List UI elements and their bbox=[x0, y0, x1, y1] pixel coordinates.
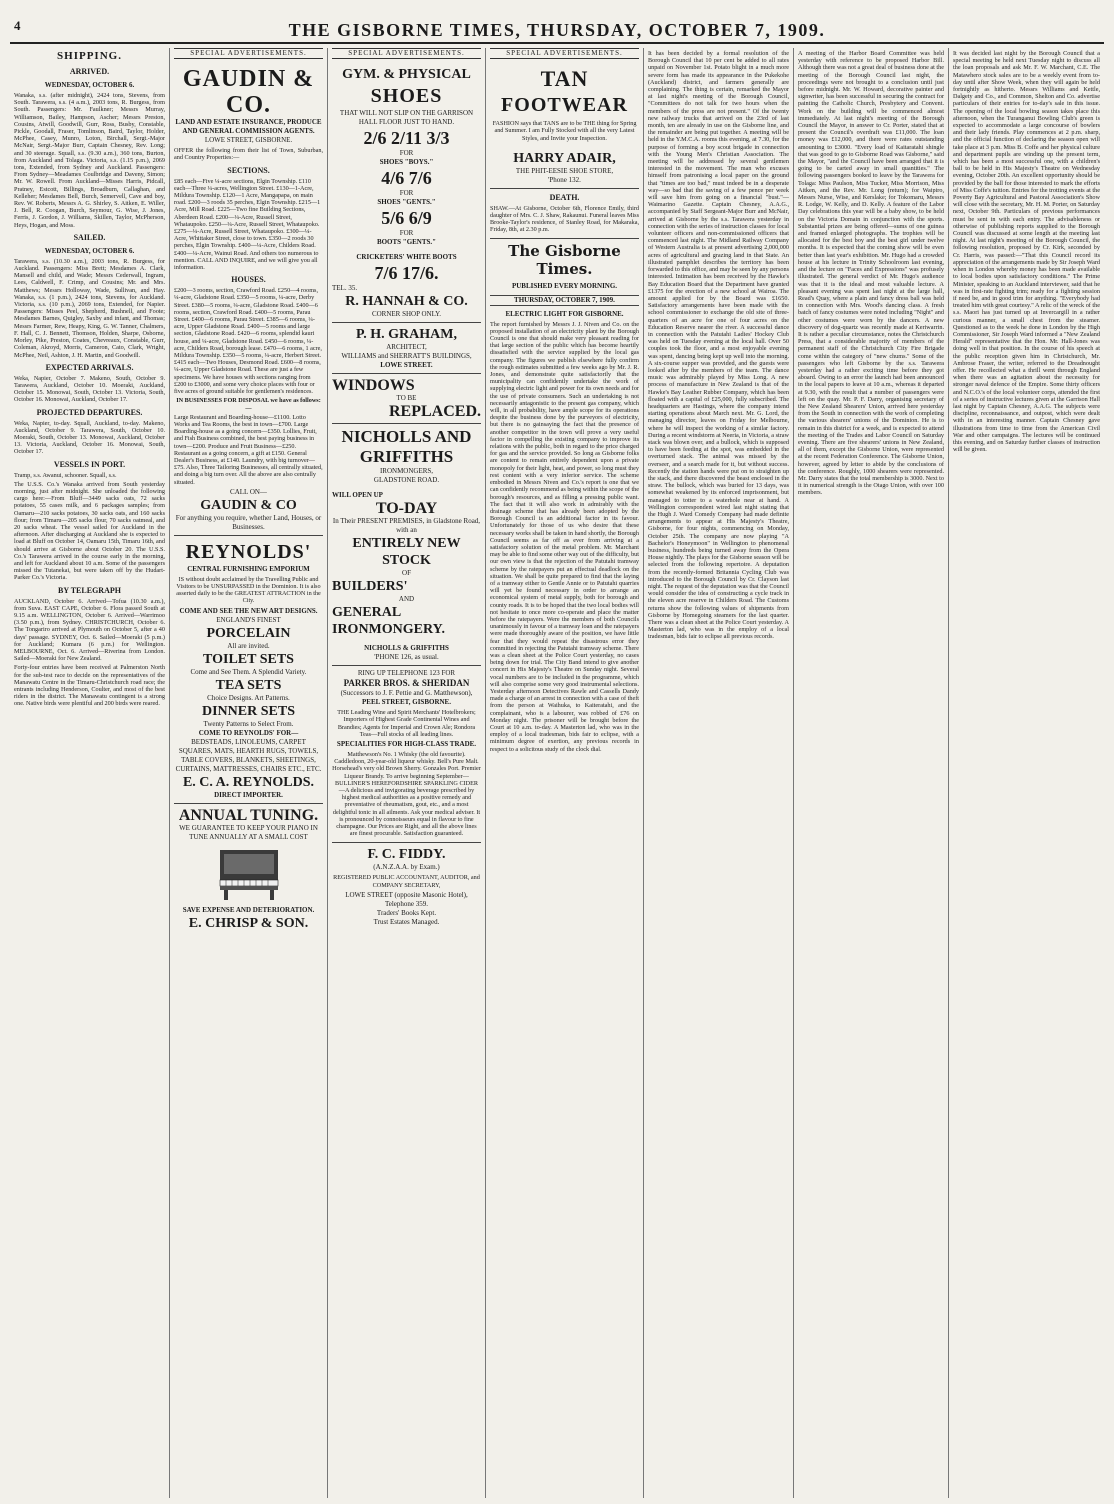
paper-nameplate: The Gisborne Times. bbox=[490, 238, 639, 278]
edition-date: THURSDAY, OCTOBER 7, 1909. bbox=[490, 295, 639, 306]
annual-tuning-title: ANNUAL TUNING. bbox=[178, 806, 319, 824]
graham-street: LOWE STREET. bbox=[380, 361, 433, 370]
hannah-sub: CORNER SHOP ONLY. bbox=[371, 310, 442, 319]
column-ads-1 bbox=[170, 48, 328, 1498]
reynolds-list: BEDSTEADS, LINOLEUMS, CARPET SQUARES, MATS, HEARTH RUGS, TOWELS, TABLE COVERS, BLANKETS, SHEETINGS, CURTAINS, MATTRESSES, CHAIRS ETC., ETC. bbox=[175, 737, 322, 773]
builders: BUILDERS' bbox=[332, 579, 408, 595]
price-3: 5/6 6/9 bbox=[381, 208, 432, 229]
sections-heading: SECTIONS. bbox=[227, 165, 270, 175]
adair-phone: 'Phone 132. bbox=[548, 175, 581, 184]
footwear-title: FOOTWEAR bbox=[501, 94, 628, 117]
today: TO-DAY bbox=[375, 500, 438, 518]
telegraph-heading: BY TELEGRAPH bbox=[58, 585, 121, 595]
for-1: FOR bbox=[399, 149, 414, 158]
annual-tuning-text: WE GUARANTEE TO KEEP YOUR PIANO IN TUNE ANNUALLY AT A SMALL COST bbox=[179, 823, 318, 841]
sections-list: £85 each—Five ¼-acre sections, Elgin Township. £110 each—Three ¼-acres, Wellington Street. £130—1-Acre, Mildura Township. £120—1 Acre, Mangapapa, on main road. £200—3 roods 35 perches, Elgin Township. £215—1 Acre, Mill Road. £225—Two fine Building Sections, Aberdeen Road. £200—¼-Acre, Russell Street, Whataupoko. £250—¼-Acre, Russell Street, Whataupoko. £275—¼-Acre, Russell Street, Whataupoko. £300—¼-Acre, Whittaker Street, close to town. £350—2 roods 30 perches, Elgin Township. £400—¼-Acre, Childers Road. £400—¼-Acre, Wainui Road. And others too numerous to mention. CALL AND INQUIRE, and we will give you all information. bbox=[174, 177, 321, 272]
nicholls-title: NICHOLLS AND GRIFFITHS bbox=[341, 427, 472, 467]
column-news-1 bbox=[644, 48, 794, 1498]
gaudin-ad bbox=[174, 63, 323, 536]
tan-title: TAN bbox=[540, 66, 589, 92]
porcelain-heading: PORCELAIN bbox=[206, 625, 291, 641]
arrived-date: WEDNESDAY, OCTOBER 6. bbox=[44, 81, 135, 89]
reynolds-subtitle: CENTRAL FURNISHING EMPORIUM bbox=[187, 564, 310, 573]
for-3: FOR bbox=[399, 229, 414, 238]
peel-street: PEEL STREET, GISBORNE. bbox=[362, 698, 451, 707]
dinner-heading: DINNER SETS bbox=[202, 703, 295, 719]
graham-title: P. H. GRAHAM, bbox=[356, 327, 457, 343]
tan-ad bbox=[490, 63, 639, 189]
reynolds-ad bbox=[174, 536, 323, 804]
death-text: SHAW.—At Gisborne, October 6th, Florence Emily, third daughter of Mrs. C. J. Shaw, Rakaunui. Funeral leaves Miss Brooke-Taylor's residence, of Stanley Road, for Makaraka, Friday, 8th, at 2.30 p.m. bbox=[490, 204, 639, 234]
news-body-2: A meeting of the Harbor Board Committee was held yesterday with reference to be proposed Harbor Bill. Although there was not a great deal of business done at the meeting of the Borough Council last night, the proceedings were not brought to a conclusion until just before midnight. Mr. W. Howard, decorative painter and signwriter, has been successful in securing the contract for painting the Catholic Church, Presbytery and Convent. Work on the building will be commenced almost immediately. At last night's meeting of the Borough Council the Mayor, in answer to Cr. Porter, stated that at present the Council's overdraft was £11,000. The loan money was £12,000, and there were rates outstanding amounting to £3000. "Every load of Kaitaratahi shingle that was good to go to Gisborne Road was Gisborne," said the Mayor, "and the Council have been arranged that it is going to be carted away in small quantities." The following passengers booked to leave by the Tarawera for Tolaga: Miss Paulson, Miss Tucker, Miss Morrison, Miss Aitken, and the Rev. Mr. Long (return); for Waipiro, Messrs Nurse, Wise, and Kerslake; for Tokomaru, Messrs R. Lodge, W. Kelly, and D. Kelly. A feature of the Labor Day celebrations this year will be a baby show, to be held on the Victoria Domain in conjunction with the sports. Substantial prizes are being offered—sums of one guinea and framed enlarged photographs. The trophies will be allocated for the best boy and the best girl under twelve months. It is expected that the coming show will be even better than last year's exhibition. Mr. Hugo had a crowded house at his lecture in Trinity Schoolroom last evening, and the lecture on "Faces and Expressions" was profusely illustrated. The general verdict of Mr. Hugo's audience was that it is the ideal and most valuable lecture. A pleasant evening was spent last night at the large hall, Read's Quay, where a plain and fancy dress ball was held in connection with Mrs. Wood's dancing class. A fresh batch of fancy costumes were noted including "Night" and other costumes were worn by the dancers. A new discovery of dog-quartz was recently made at Keriwarrin. It is rather a peculiar circumstance, notes the Christchurch Press, that a considerable majority of members of the permanent staff of the Christchurch City Fire Brigade come within the category of "new chums." Some of the passengers who left Gisborne by the s.s. Tarawera yesterday had a rather exciting time before they got aboard. Owing to an error the launch had been announced in the local papers to leave at 10 a.m., whereas it departed at 9.30, with the result that a number of passengers were left on the quay. Mr. P. F. Darry, organising secretary of the New Zealand Shearers' Union, arrived here yesterday from the South in connection with the work of completing the various shearers' unions of the Dominion. He is to remain in this district for a week, and is expected to attend the meeting of the Trades and Labor Council on Saturday evening. There are five shearers' unions in New Zealand, all of them, except the Gisborne Union, were represented at the recent Federation Conference. The Gisborne Union, however, agreed by letter to abide by the conclusions of the conference. Roughly, 1000 shearers were represented. Mr. Darry states that the total membership is 3000. Next to it in numerical strength is the Otago Union, with over 100 members. bbox=[798, 50, 944, 497]
fiddy-address: LOWE STREET (opposite Masonic Hotel), Telephone 359. bbox=[345, 890, 468, 908]
shoes-title: SHOES bbox=[370, 85, 443, 108]
inport-text: Tramp, s.s. Awanui, schooner. Squall, s.s. bbox=[14, 471, 117, 479]
price-2: 4/6 7/6 bbox=[381, 168, 432, 189]
ironmongers: IRONMONGERS, bbox=[379, 467, 434, 476]
editorial-body: The report furnished by Messrs J. J. Niven and Co. on the proposed installation of an electricity plant by the Borough Council is one that should make very pleasant reading for that large section of the public which has become heartily dissatisfied with the service supplied by the local gas company. The figures we publish elsewhere fully confirm the rough estimates submitted a few weeks ago by Mr. J. R. Jones, and demonstrate quite satisfactorily that the municipality can confidently undertake the work of supplying electric light and power for its own needs and for the use of private consumers. Such an undertaking is not necessarily antagonistic to the present gas company, which will, in all probability, have ample scope for its operations despite the business done by the purveyors of electricity, but there is no gainsaying the fact that the presence of another competitor in the town will prove a very useful factor in compelling the existing company to improve its relations with the public, both in regard to the price charged for gas and the service provided. So long as Gisborne folks are content to remain entirely dependent upon a private monopoly for their light, heat, and power, so long must they rest content with a very inferior service. The scheme embodied in Messrs Niven and Co.'s report is one that we can confidently recommend as being within the scope of the borough's resources, and as filling a pressing public want. The fact that it will also work in admirably with the drainage scheme that has already been adopted by the Borough Council is an additional factor in its favour. Unfortunately for those of us who desire that these necessary works shall be taken in hand shortly, the Borough Council seems as far off as ever from arriving at a satisfactory solution of the metal problem. Mr. Marchant may be able to find some other way out of the difficulty, but our own view is that the rejection of the Patutahi tramway scheme by the ratepayers put an effectual deadlock on the situation. We shall be quite prepared to find that the laying of a tramway either to Gentle Annie or to Patutahi quarries will yet be found necessary in order to arrange an economical system of metal supply, both for borough and county roads. It is to be hoped that the two local bodies will not hesitate to once more co-operate and place the matter before the ratepayers. Were the members of both Councils unanimously in favour of a tramway loan and the ratepayers were made thoroughly aware of the position, we have little fear that they would repeat the disastrous error they committed in rejecting the Patutahi tramway scheme. There was a clean sheet at the Police Court yesterday, no cases being down for trial. The City Band intend to give another concert in His Majesty's Theatre on Sunday night. Several vocal numbers are to be included in the programme, which will also comprise some very good instrumental selections. Yesterday afternoon Detectives Rawle and Cassells Dandy made a charge of an arrest in connection with a case of theft from the person at Waihuka, to Kaiteratahi, and the complainant, who is a labourer, was robbed of £76 on Monday night. The prisoner will be brought before the Court at 10 a.m. to-day. A Masterton lad, who was in the employ of a local tradesman, bids fair to eclipse, with a minimum degree of exertion, any previous records in respect to a solicitous study of the clock dial. bbox=[490, 320, 639, 753]
projected-text: Weka, Napier, to-day. Squall, Auckland, to-day. Makeno, Auckland, October 9. Tarawera, South, October 10. Moeraki, South, October 13. Monowai, Auckland, October 13. Victoria, Auckland, October 16. Monowai, South, October 17. bbox=[14, 419, 165, 456]
special-ads-banner-2: SPECIAL ADVERTISEMENTS. bbox=[332, 48, 481, 59]
news-body-1: It has been decided by a formal resolution of the Borough Council that 10 per cent be added to all rates unpaid on November 1st. Potato blight in a much more severe form has made its appearance in the Pukekohe (Auckland) district, and farmers generally are complaining. The thing is certain, remarked the Mayor at last night's meeting of the Borough Council, "Committees do not talk for two hours when the members of the press are not present." Of the twenty new railway trucks that arrived on the 23rd of last month, ten are already in use on the Gisborne line, and the remainder are being put together. A meeting will be held in the Y.M.C.A. rooms this evening, at 7.30, for the purpose of forming a boy scout brigade in connection with the Young Men's Christian Association. The meeting will be addressed by several gentlemen interested in the movement. The man who excuses himself from patronising a local paper on the ground that "times are too bad," must indeed be in a desperate way—so bad that the saving of a few pence per week will save him from going on a financial "bust."—Waimarino Gazette. Captain Chesney, A.A.G., accompanied by Staff Sergeant-Major Burr and McNair, arrived at Gisborne by the s.s. Tarawera yesterday in connection with the series of instruction classes for local volunteer officers and non-commissioned officers that commenced last night. The Midland Railway Company of Western Australia is at present advertising 2,000,000 acres of agricultural and grazing land in that State. An illustrated pamphlet describes the territory has been forwarded to this office, and may be seen by any persons interested. Intimation has been received by the Hawke's Bay Education Board that the Department have granted £1375 for the erection of a new school at Wairoa. The amount applied for by the Board was £1650. Satisfactory arrangements have been made with the school commissioner to exchange the old site of three-quarters of an acre for one of four acres on the Education Reserve nearer the river. A successful dance in connection with the Patutahi Ladies' Hockey Club was held on Tuesday evening at the local hall. Over 50 couples took the floor, and a most enjoyable evening was spent, dancing being kept up well into the morning. A six-course supper was provided, and the guests were looked after by the members of the team. The dance music was admirably played by Miss Long. A new process of manufacture in New Zealand is that of the Hawke's Bay Leather Rubber Company, which has been floated with a capital of £25,000, fully subscribed. The headquarters are Hastings, where the company intend starting operations about March next. Mr. G. Lord, the managing director, leaves on Friday for Melbourne, where he will inspect the working of a similar factory. During a recent windstorm at Neeria, in Victoria, a straw stack was blown over, and a bullock, which is supposed to have been feeding at the spot, was embedded in the overturned stack. The animal was missed by the overseer, and a search made for it, but without success. Recently the station hands were put on to straighten up the stack, and there discovered the beast enclosed in the straw. The bullock, which was buried for 13 days, was somewhat weakened by its enforced imprisonment, but managed to totter to a waterhole near at hand. A Wellington correspondent wired last night stating that the Hugh J. Ward Comedy Company had made definite arrangements to appear at His Majesty's Theatre, Gisborne, for four nights, commencing on Monday, October 25th. The company are now playing "A Bachelor's Honeymoon" in Wellington to phenomenal business, hundreds being turned away from the Opera House nightly. The plays for the Gisborne season will be selected from the following repertoire. A deputation from the recently-formed Britannia Cycling Club was introduced to the Borough Council by Cr. Clayson last night. The request of the deputation was that the Council would consider the idea of constructing a cycle track in the eleven acre reserve in Childers Road. The Customs returns show the following values of shipments from Gisborne by Homegoing steamers for the last quarter. There was a clean sheet at the Police Court yesterday. A Masterton lad, who was in the employ of a local tradesman, bids fair to eclipse all previous records. bbox=[648, 50, 789, 641]
fiddy-sub: (A.N.Z.A.A. by Exam.) bbox=[373, 863, 440, 872]
arrived-heading: ARRIVED. bbox=[69, 67, 110, 76]
call-on: CALL ON— bbox=[230, 487, 267, 496]
will-open: WILL OPEN UP bbox=[332, 491, 383, 500]
tan-text: FASHION says that TANS are to be THE thing for Spring and Summer. I am Fully Stocked with all the very Latest Styles, and Invite your Inspection. bbox=[492, 120, 637, 142]
shoes-boys: SHOES "BOYS." bbox=[379, 158, 434, 167]
arrived-text: Wanaka, s.s. (after midnight), 2424 tons, Stevens, from South. Tarawera, s.s. (4 a.m.), 2003 tons, R. Burgess, from South. Passengers: Mr. Faulkner; Messrs Murray, Williamson, Bailey, Hampson, Ascher; Messrs Preston, Cousins, Atwill, Goodwill, Gurr, Ross, Busby, Constable, Pickle, Goodall, Fraser, Tomlinson, Baird, Taylor, Holder, McPhee, Casey, Munro, Loton, Birchall, Sergt.-Major McNair, Sergt.-Major Burr, Captain Chesney, Rev. Long; and 30 steerage. Squall, s.s. (9.30 a.m.), 360 tons, Burton, from Auckland and Tolaga. Victoria, s.s. (1.15 p.m.), 2069 tons, Extended, from Sydney and Auckland. Passengers: From Sydney—Meadames Coulbridge and Daveny, Simon; Mr. W. Rowell. From Auckland—Misses Harris, Pidcall, Pratney, Estcott, Billings, Broadburn, Callaghan, and Kelleher; Mesdames Bell, Burch, Semervell, Cave and boy, Rev. W. Roberts, Messrs A. G. Shirley, S. Aitken, E. Willer, J. Bell, R. Coogan, Burch, Seymour, G. Wise, J. Jones, Ferris, J. Gordon, J. Williams, Skillen, Taylor, McPherson, Heys, Hogan, and Moss. bbox=[14, 92, 165, 229]
nicholls-ad bbox=[332, 424, 481, 666]
shoes-ad bbox=[332, 63, 481, 323]
porcelain-sub: All are invited. bbox=[227, 641, 270, 650]
column-editorial bbox=[486, 48, 644, 1498]
special-ads-banner-3: SPECIAL ADVERTISEMENTS. bbox=[490, 48, 639, 59]
dinner-sub: Twenty Patterns to Select From. bbox=[203, 719, 294, 728]
windows-ad bbox=[332, 374, 481, 424]
inport-heading: VESSELS IN PORT. bbox=[53, 459, 126, 469]
fiddy-trust: Trust Estates Managed. bbox=[373, 917, 440, 926]
nicholls-phone: 'PHONE 126, as usual. bbox=[374, 653, 439, 662]
gaudin-subtitle: LAND AND ESTATE INSURANCE, PRODUCE AND GENERAL COMMISSION AGENTS. bbox=[175, 118, 322, 136]
reynolds-title: REYNOLDS' bbox=[185, 540, 312, 563]
fiddy-books: Traders' Books Kept. bbox=[376, 908, 437, 917]
published: PUBLISHED EVERY MORNING. bbox=[511, 281, 618, 290]
ring-up: RING UP TELEPHONE 123 FOR bbox=[357, 669, 456, 678]
gaudin-title: GAUDIN & CO. bbox=[182, 66, 315, 119]
reynolds-text: IS without doubt acclaimed by the Travelling Public and Visitors to be UNSURPASSED in the Dominion. It is also asserted daily to be the GREATEST ATTRACTION in the City. bbox=[176, 575, 321, 605]
and-label: AND bbox=[398, 595, 415, 604]
business-list: Large Restaurant and Boarding-house—£1100. Lotto Works and Tea Rooms, the best in town—£700. Large Boarding-house as a going concern—£350. Lollies, Fruit, and Fish Business combined, the best paying business in town—£200. Produce and Fruit Business—£250. Restaurant as a going concern, a gift at £150. General Dealer's Business, at £140. Laundry, with big turnover—£75. Also, Three Tailoring Businesses, all centrally situated, and doing a big turn over. All the above are also centrally situated. bbox=[174, 413, 323, 486]
fiddy-title: F. C. FIDDY. bbox=[367, 847, 446, 863]
projected-heading: PROJECTED DEPARTURES. bbox=[36, 407, 143, 417]
to-be: TO BE bbox=[396, 394, 417, 403]
graham-ad bbox=[332, 323, 481, 374]
expected-text: Weka, Napier, October 7. Makeno, South, October 9. Tarawera, Auckland, October 10. Moeraki, Auckland, October 15. Monowai, South, October 13. Victoria, South, October 16. Monowai, Auckland, October 17. bbox=[14, 374, 165, 404]
specialities: SPECIALITIES FOR HIGH-CLASS TRADE. bbox=[336, 740, 477, 749]
sailed-heading: SAILED. bbox=[73, 232, 106, 242]
sailed-text: Tarawera, s.s. (10.30 a.m.), 2003 tons, R. Burgess, for Auckland. Passengers: Miss Brett; Mesdames A. Clark, Mansell and child, and Wade; Messrs Cederwall, Ingram, Lees, Caldwell, F. Crimp, and Cousins; Mr. and Mrs. Matthews; Messrs Holloway, Wade, Sullivan, and Hay. Wanaka, s.s. (1 p.m.), 2424 tons, Stevens, for Auckland. Victoria, s.s. (10 p.m.), 2069 tons, Extended, for Napier. Passengers: Misses Peel, Shepherd, Bushnell, and Foote; Mesdames Barnes, Quigley, Saxby and infant, and Thomas; Messrs Farmer, Rew, Heapy, King, G. W. Tanner, Chalmers, F. Hall, C. J. Bennett, Thomson, Holden, Sharpe, Osborne, Morley, Pike, Preston, Coates, Chevreaux, Constable, Gurr, Coleman, Akroyd, Morris, Cameron, Cato, Clark, Wright, McPhee, Neil, Ashton, J. H. Martin, and Goodwill. bbox=[14, 257, 165, 359]
column-ads-2 bbox=[328, 48, 486, 1498]
hannah-title: R. HANNAH & CO. bbox=[345, 294, 468, 310]
adair-sub: THE PHIT-EESIE SHOE STORE, bbox=[515, 166, 614, 175]
gaudin-title-2: GAUDIN & CO bbox=[200, 497, 297, 513]
parker-ad bbox=[332, 666, 481, 843]
price-1: 2/6 2/11 3/3 bbox=[363, 128, 450, 149]
death-heading: DEATH. bbox=[549, 192, 580, 202]
tail-text: Forty-four entries have been received at Palmerston North for the sub-test race to decide on the representatives of the Manawatu Centre in the Timaru-Christchurch road race; the entrants including Henderson, Coulter, and most of the best riders in the district. The Manawatu contingent is a strong one. Native birds were plentiful and 200 birds were reared. bbox=[14, 664, 165, 708]
adair-title: HARRY ADAIR, bbox=[513, 150, 616, 166]
come-to: COME TO REYNOLDS' FOR— bbox=[198, 728, 299, 737]
save-expense: SAVE EXPENSE AND DETERIORATION. bbox=[182, 905, 315, 914]
replaced: REPLACED. bbox=[388, 403, 481, 421]
masthead bbox=[0, 0, 1114, 40]
sailed-date: WEDNESDAY, OCTOBER 6. bbox=[44, 246, 135, 255]
special-ads-banner: SPECIAL ADVERTISEMENTS. bbox=[174, 48, 323, 59]
shoes-gents: SHOES "GENTS." bbox=[377, 198, 436, 207]
gym-title: GYM. & PHYSICAL bbox=[342, 67, 471, 83]
shipping-news: The U.S.S. Co.'s Wanaka arrived from South yesterday morning, just after midnight. She unloaded the following cargo here:—From Bluff—3449 sacks oats, 72 sacks potatoes, 55 cases milk, and 6 packages samples; from Oamaru—210 sacks potatoes, 30 sacks oats, and 160 sacks flour; from Timaru—205 sacks flour, 70 sacks oatmeal, and 20 sacks wheat. The vessel sailed for Auckland in the afternoon. After discharging at Auckland she is expected to load at Bluff on October 14, Oamaru 15th, Timaru 16th, and should arrive at Gisborne about October 20. The U.S.S. Co.'s Tarawera arrived in the course early in the morning, and left for Auckland about 10 a.m. Some of the passengers missed the Tutanekai, but were taken off by the Hudart-Parker Co.'s Victoria. bbox=[14, 480, 165, 582]
ecr-sub: DIRECT IMPORTER. bbox=[214, 790, 283, 799]
electric-heading: ELECTRIC LIGHT FOR GISBORNE. bbox=[505, 309, 624, 318]
entirely-new: ENTIRELY NEW STOCK bbox=[352, 536, 461, 569]
toilet-heading: TOILET SETS bbox=[203, 651, 294, 667]
page-number: 4 bbox=[14, 18, 21, 33]
business-heading: IN BUSINESSES FOR DISPOSAL we have as follows:— bbox=[176, 397, 321, 412]
gaudin-address: LOWE STREET, GISBORNE. bbox=[204, 136, 293, 145]
general-ironmongery: GENERAL IRONMONGERY. bbox=[332, 605, 445, 638]
fiddy-text: REGISTERED PUBLIC ACCOUNTANT, AUDITOR, and COMPANY SECRETARY, bbox=[333, 874, 480, 889]
windows-title: WINDOWS bbox=[332, 377, 415, 395]
premises: In Their PRESENT PREMISES, in Gladstone Road, with an bbox=[332, 517, 481, 535]
parker-title: PARKER BROS. & SHERIDAN bbox=[343, 678, 470, 689]
reynolds-finest: ENGLAND'S FINEST bbox=[216, 615, 281, 624]
column-news-2 bbox=[794, 48, 949, 1498]
reynolds-come: COME AND SEE THE NEW ART DESIGNS. bbox=[179, 606, 318, 615]
gaudin-offer: OFFER the following from their list of Town, Suburban, and Country Properties:— bbox=[174, 147, 323, 162]
shipping-heading: SHIPPING. bbox=[57, 50, 122, 62]
piano-illustration bbox=[214, 846, 284, 902]
nicholls-title-2: NICHOLLS & GRIFFITHS bbox=[364, 644, 449, 653]
tea-heading: TEA SETS bbox=[215, 677, 282, 693]
column-news-3 bbox=[949, 48, 1104, 1498]
news-body-3: It was decided last night by the Borough Council that a special meeting be held next Tuesday night to discuss all the loan proposals and ask Mr. F. W. Marchant, C.E. The Matawhero stock sales are to be a weekly event from to-day until after Show Week, when they will again be held fortnightly as hitherto. Messrs Williams and Kettle, Dalgety and Co., and Common, Shelton and Co. advertise particulars of their entries for to-day's sale in this issue. The opening of the local bowling season takes place this afternoon, when the Turanganui Bowling Club's green is expected to accommodate a large concourse of bowlers and their lady friends. Play commences at 2 p.m. sharp, and the official function of declaring the season open will take place at 3 p.m. Miss B. Coffe and her physical culture and department pupils are winding up the present term, which has been a most successful one, with a children's ball to be held in His Majesty's Theatre on Wednesday evening, October 20th. An excellent opportunity should be provided by the ball for those interested to mark the efforts of Miss Coffe's tuition. Entries for the trotting events at the Poverty Bay Agricultural and Pastoral Association's Show will close with the secretary, Mr. H. M. Porter, on Saturday next, October 9th. Particulars of previous performances must be sent in with each entry. The advisableness or otherwise of publishing reports supplied to the Borough Council was discussed at some length at the meeting last night. At last night's meeting of the Borough Council, the following resolution, proposed by Cr. Kirk, seconded by Cr. Harris, was passed:—"That this Council record its appreciation of the arrangements made by Sir Joseph Ward when in London whereby money has been made available to local bodies upon satisfactory conditions." The Prime Minister, speaking to an Auckland interviewer, said that he was in first-rate fighting trim; ready for a fighting session if need be, and in good trim for anything. "Everybody had treated him with great courtesy." A relic of the wreck of the s.s. Maori has just turned up at Invercargill in a rather curious manner, a small chest from the steamer. Questioned as to the week he done in London by the High Commissioner, Sir Joseph Ward informed a "New Zealand Herald" representative that the Hon. Mr. Hall-Jones was doing well in that position. In the course of his speech at the public reception given him in Christchurch, Mr. Ambrose Fraser, the writer, referred to the Dreadnought offer. He recollected what a thrill went through England when there was an agitation about the necessity for stronger naval defence of the Empire. Some thirty officers and N.C.O.'s of the local volunteer corps, attended the first of a series of instructive lectures given at the Garrison Hall last night by Captain Chesney, A.A.G. The subjects were discipline, reconnaissance, and outpost, which were dealt with in an interesting manner. Captain Chesney gave illustrations from time to time from the American Civil War and other campaigns. The lectures will be continued this evening, and on Saturday further classes of instruction will be given. bbox=[953, 50, 1100, 454]
annual-tuning-ad bbox=[174, 804, 323, 935]
for-2: FOR bbox=[399, 189, 414, 198]
newspaper-title: THE GISBORNE TIMES, THURSDAY, OCTOBER 7, 1909. bbox=[288, 20, 826, 40]
masthead-rule bbox=[10, 42, 1104, 44]
toilet-sub: Come and See Them. A Splendid Variety. bbox=[190, 667, 307, 676]
shoes-sub: THAT WILL NOT SLIP ON THE GARRISON HALL FLOOR JUST TO HAND. bbox=[339, 109, 474, 127]
boots-gents: BOOTS "GENTS." bbox=[376, 238, 437, 247]
parker-sub: (Successors to J. F. Pettie and G. Matthewson), bbox=[340, 689, 473, 698]
of-label: OF bbox=[402, 569, 411, 578]
call-on-text: For anything you require, whether Land, Houses, or Businesses. bbox=[175, 513, 322, 531]
telegraph-text: AUCKLAND, October 6. Arrived—Tofua (10.30 a.m.), from Suva. EAST CAPE, October 6. Flora passed South at 9.15 a.m. WELLINGTON, October 6. Arrived—Warrimoo (3.50 p.m.), from Sydney. CHRISTCHURCH, October 6. The Tongariro arrived at Plymouth on October 5, after a 40 days' passage. SYDNEY, Oct. 6. Sailed—Moeraki (5 p.m.) for Auckland; Kumara (6 p.m.) for Wellington. MELBOURNE, Oct. 6. Arrived—Riverina from London. Sailed—Moeraki for New Zealand. bbox=[14, 597, 165, 663]
graham-address: WILLIAMS and SHERRATT'S BUILDINGS, bbox=[341, 352, 472, 361]
houses-list: £200—3 rooms, section, Crawford Road. £250—4 rooms, ¼-acre, Gladstone Road. £350—5 rooms, ¼-acre, Derby Street. £380—5 rooms, ¼-acre, Gladstone Road. £400—6 rooms, section, Crawford Road. £400—5 rooms, Parau Street. £400—6 rooms, Parau Street. £385—6 rooms, ¼-acre, Upper Gladstone Road. £400—5 rooms and large section, Gladstone Road. £420—6 rooms, splendid kauri house, and ¼-acre, Gladstone Road. £450—6 rooms, ¼-acre, Childers Road, borough lease. £470—6 rooms, 1 acre, Mildura Township. £350—5 rooms, ¼-acre, Herbert Street. £415 each—Two Houses, Desmond Road. £600—8 rooms, ¼-acre, Upper Gladstone Road. These are just a few specimens. We have houses with sections ranging from £200 to £3000, and some very choice places with four or five acres of ground suitable for gentlemen's residences. bbox=[174, 287, 322, 396]
specialities-text: Matthewson's No. 1 Whisky (the old favourite). Caddledoon, 20-year-old liqueur whisky. Bell's Pure Malt. Horsehead's very old Brown Sherry. Gonzales Port. Premier Liqueur Brandy. To arrive beginning September—BULLINER'S HEREFORDSHIRE SPARKLING CIDER—A delicious and invigorating beverage prescribed by highest medical authorities as a positive remedy and preventative of rheumatism, gout, etc., and a most delightful tonic in all ailments. Ask your medical adviser. It is pronounced by connoisseurs equal in flavour to fine champagne. Our Prices are Right, and all the above lines are finest procurable. Satisfaction guaranteed. bbox=[332, 751, 481, 838]
parker-text: THE Leading Wine and Spirit Merchants' Hotelbrokers; Importers of Highest Grade Continental Wines and Brandies; Agents for Imperial and Crown Ale; Rondora Teas—Full stocks of all leading lines. bbox=[337, 709, 476, 738]
cricketers: CRICKETERS' WHITE BOOTS bbox=[356, 253, 457, 262]
houses-heading: HOUSES. bbox=[231, 275, 266, 285]
tel: TEL. 35. bbox=[332, 284, 358, 293]
gladstone-road: GLADSTONE ROAD. bbox=[373, 476, 440, 485]
tea-sub: Choice Designs. Art Patterns. bbox=[207, 693, 290, 702]
price-4: 7/6 17/6. bbox=[374, 263, 439, 284]
column-shipping bbox=[10, 48, 170, 1498]
expected-heading: EXPECTED ARRIVALS. bbox=[45, 362, 134, 372]
graham-sub: ARCHITECT, bbox=[386, 343, 427, 352]
ecr-title: E. C. A. REYNOLDS. bbox=[182, 774, 315, 790]
chrisp-title: E. CHRISP & SON. bbox=[188, 915, 309, 931]
columns bbox=[10, 48, 1104, 1498]
fiddy-ad bbox=[332, 843, 481, 929]
